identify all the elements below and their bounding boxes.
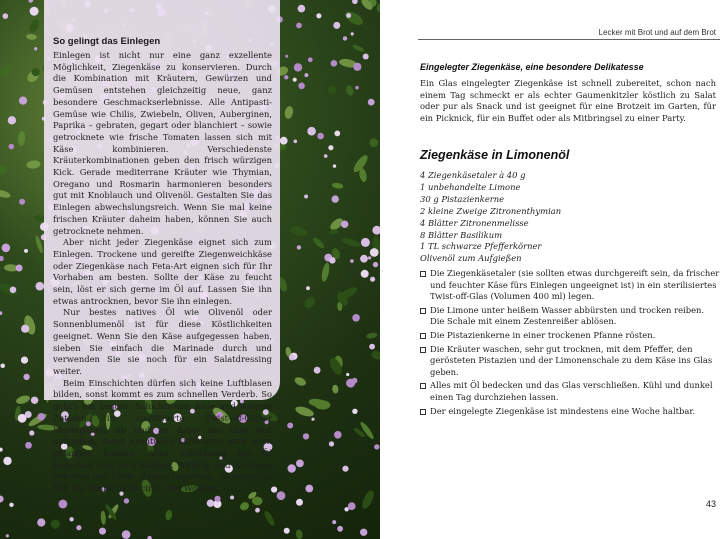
tip-paragraph: Nur bestes natives Öl wie Olivenöl oder Sonnenblumenöl ist für diese Köstlichkeiten geeignet. Wenn Sie den Käse aufgegessen haben, sieben Sie einfach die Marinade durch und verwenden Sie sie noch für ein Salatdressing weiter. [53, 307, 272, 376]
step-text: Die Limone unter heißem Wasser abbürsten und trocken reiben. Die Schale mit einem Zestenreißer ablösen. [430, 304, 705, 327]
checkbox-icon [420, 308, 426, 314]
header-rule [418, 39, 720, 40]
tip-paragraph: Aber nicht jeder Ziegenkäse eignet sich zum Einlegen. Trockene und gereifte Ziegenweichkäse oder Ziegenkäse nach Feta-Art eignen sich für Ihr Vorhaben am besten. Sollte der Käse zu feucht sein, löst er sich gerne im Öl auf. Lassen Sie ihn etwas antrocknen, bevor Sie ihn einlegen. [53, 237, 272, 306]
ingredient-item: 2 kleine Zweige Zitronenthymian [420, 205, 562, 216]
checkbox-icon [420, 271, 426, 277]
intro-text: Ein Glas eingelegter Ziegenkäse ist schnell zubereitet, schon nach einem Tag schmeckt er als echter Gaumenkitzler köstlich zu Salat oder pur als Snack und ist geeignet für eine Brotzeit im Garten, für ein Picknick, für ein Buffet oder als Mitbringsel zu einer Party. [420, 78, 716, 123]
step-text: Die Ziegenkäsetaler (sie sollten etwas durchgereift sein, da frischer und feuchter Käse fürs Einlegen ungeeignet ist) in ein sterilisiertes Twist-off-Glas (Volumen 400 ml) legen. [430, 268, 720, 302]
intro-title: Eingelegter Ziegenkäse, eine besondere Delikatesse [420, 62, 644, 72]
step-text: Die Kräuter waschen, sehr gut trocknen, mit dem Pfeffer, den gerösteten Pistazien und der Limonenschale zu dem Käse ins Glas geben. [430, 343, 713, 377]
page-number: 43 [705, 499, 716, 509]
checkbox-icon [420, 347, 426, 353]
step-list [420, 268, 720, 419]
tip-box-title: So gelingt das Einlegen [53, 36, 161, 47]
recipe-title: Ziegenkäse in Limonenöl [420, 148, 570, 162]
ingredient-item: 4 Ziegenkäsetaler à 40 g [420, 170, 526, 180]
tip-paragraph: Einlegen ist nicht nur eine ganz exzellente Möglichkeit, Ziegenkäse zu konservieren. Durch die Kombination mit Kräutern, Gewürzen und Gemüsen entstehen gleichzeitig neue, ganz besondere Geschmackserlebnisse. Alle Antipasti-Gemüse wie Chilis, Zwiebeln, Oliven, Auberginen, Paprika – gebraten, gegart oder blanchiert – sowie getrocknete wie frische Tomaten lassen sich mit Käse kombinieren. Verschiedenste Kräuterkombinationen geben den frisch würzigen Kick. Gerade mediterrane Kräuter wie Thymian, Oregano und Rosmarin harmonieren besonders gut mit Knoblauch und Olivenöl. Gestalten Sie das Einlegen abwechslungsreich. Wenn Sie mal keine frischen Kräuter daheim haben, können Sie auch getrocknete nehmen. [53, 50, 272, 236]
ingredient-list [420, 170, 561, 265]
ingredient-item: 8 Blätter Basilikum [420, 229, 503, 240]
checkbox-icon [420, 409, 426, 415]
ingredient-item: 1 unbehandelte Limone [420, 181, 521, 192]
checkbox-icon [420, 383, 426, 389]
ingredient-item: 4 Blätter Zitronenmelisse [420, 217, 529, 228]
step-item [420, 344, 720, 379]
step-text: Der eingelegte Ziegenkäse ist mindestens eine Woche haltbar. [430, 405, 696, 416]
ingredient-item: 30 g Pistazienkerne [420, 193, 505, 204]
ingredient-item: Olivenöl zum Aufgießen [420, 253, 522, 264]
checkbox-icon [420, 333, 426, 339]
step-item [420, 305, 720, 328]
step-item [420, 330, 720, 342]
tip-box [44, 0, 280, 494]
step-item [420, 268, 720, 303]
step-text: Die Pistazienkerne in einer trockenen Pfanne rösten. [430, 329, 656, 340]
running-head: Lecker mit Brot und auf dem Brot [598, 28, 716, 37]
right-page [380, 0, 720, 539]
tip-paragraph: Beim Einschichten dürfen sich keine Luftblasen bilden, sonst kommt es zum schnellen Verderb. So geht's am besten: Schichtweise Käse und weitere Zutaten in sterilisierte Twist-off-Gläser hineingeben, ab und an dabei das Glas fest aufstoßen, damit eventuelle Luftblasen nach oben gelangen können. Alles vollständig mit Öl bedecken und verschließen. Wichtig sind sauberes Arbeiten und kühle, dunkle Lagerung. So verpackt, hält die Köstlichkeit circa drei Wochen. [53, 377, 272, 494]
step-text: Alles mit Öl bedecken und das Glas verschließen. Kühl und dunkel einen Tag durchziehen lassen. [430, 380, 713, 402]
step-item [420, 380, 720, 403]
ingredient-item: 1 TL schwarze Pfefferkörner [420, 241, 542, 252]
step-item [420, 406, 720, 418]
